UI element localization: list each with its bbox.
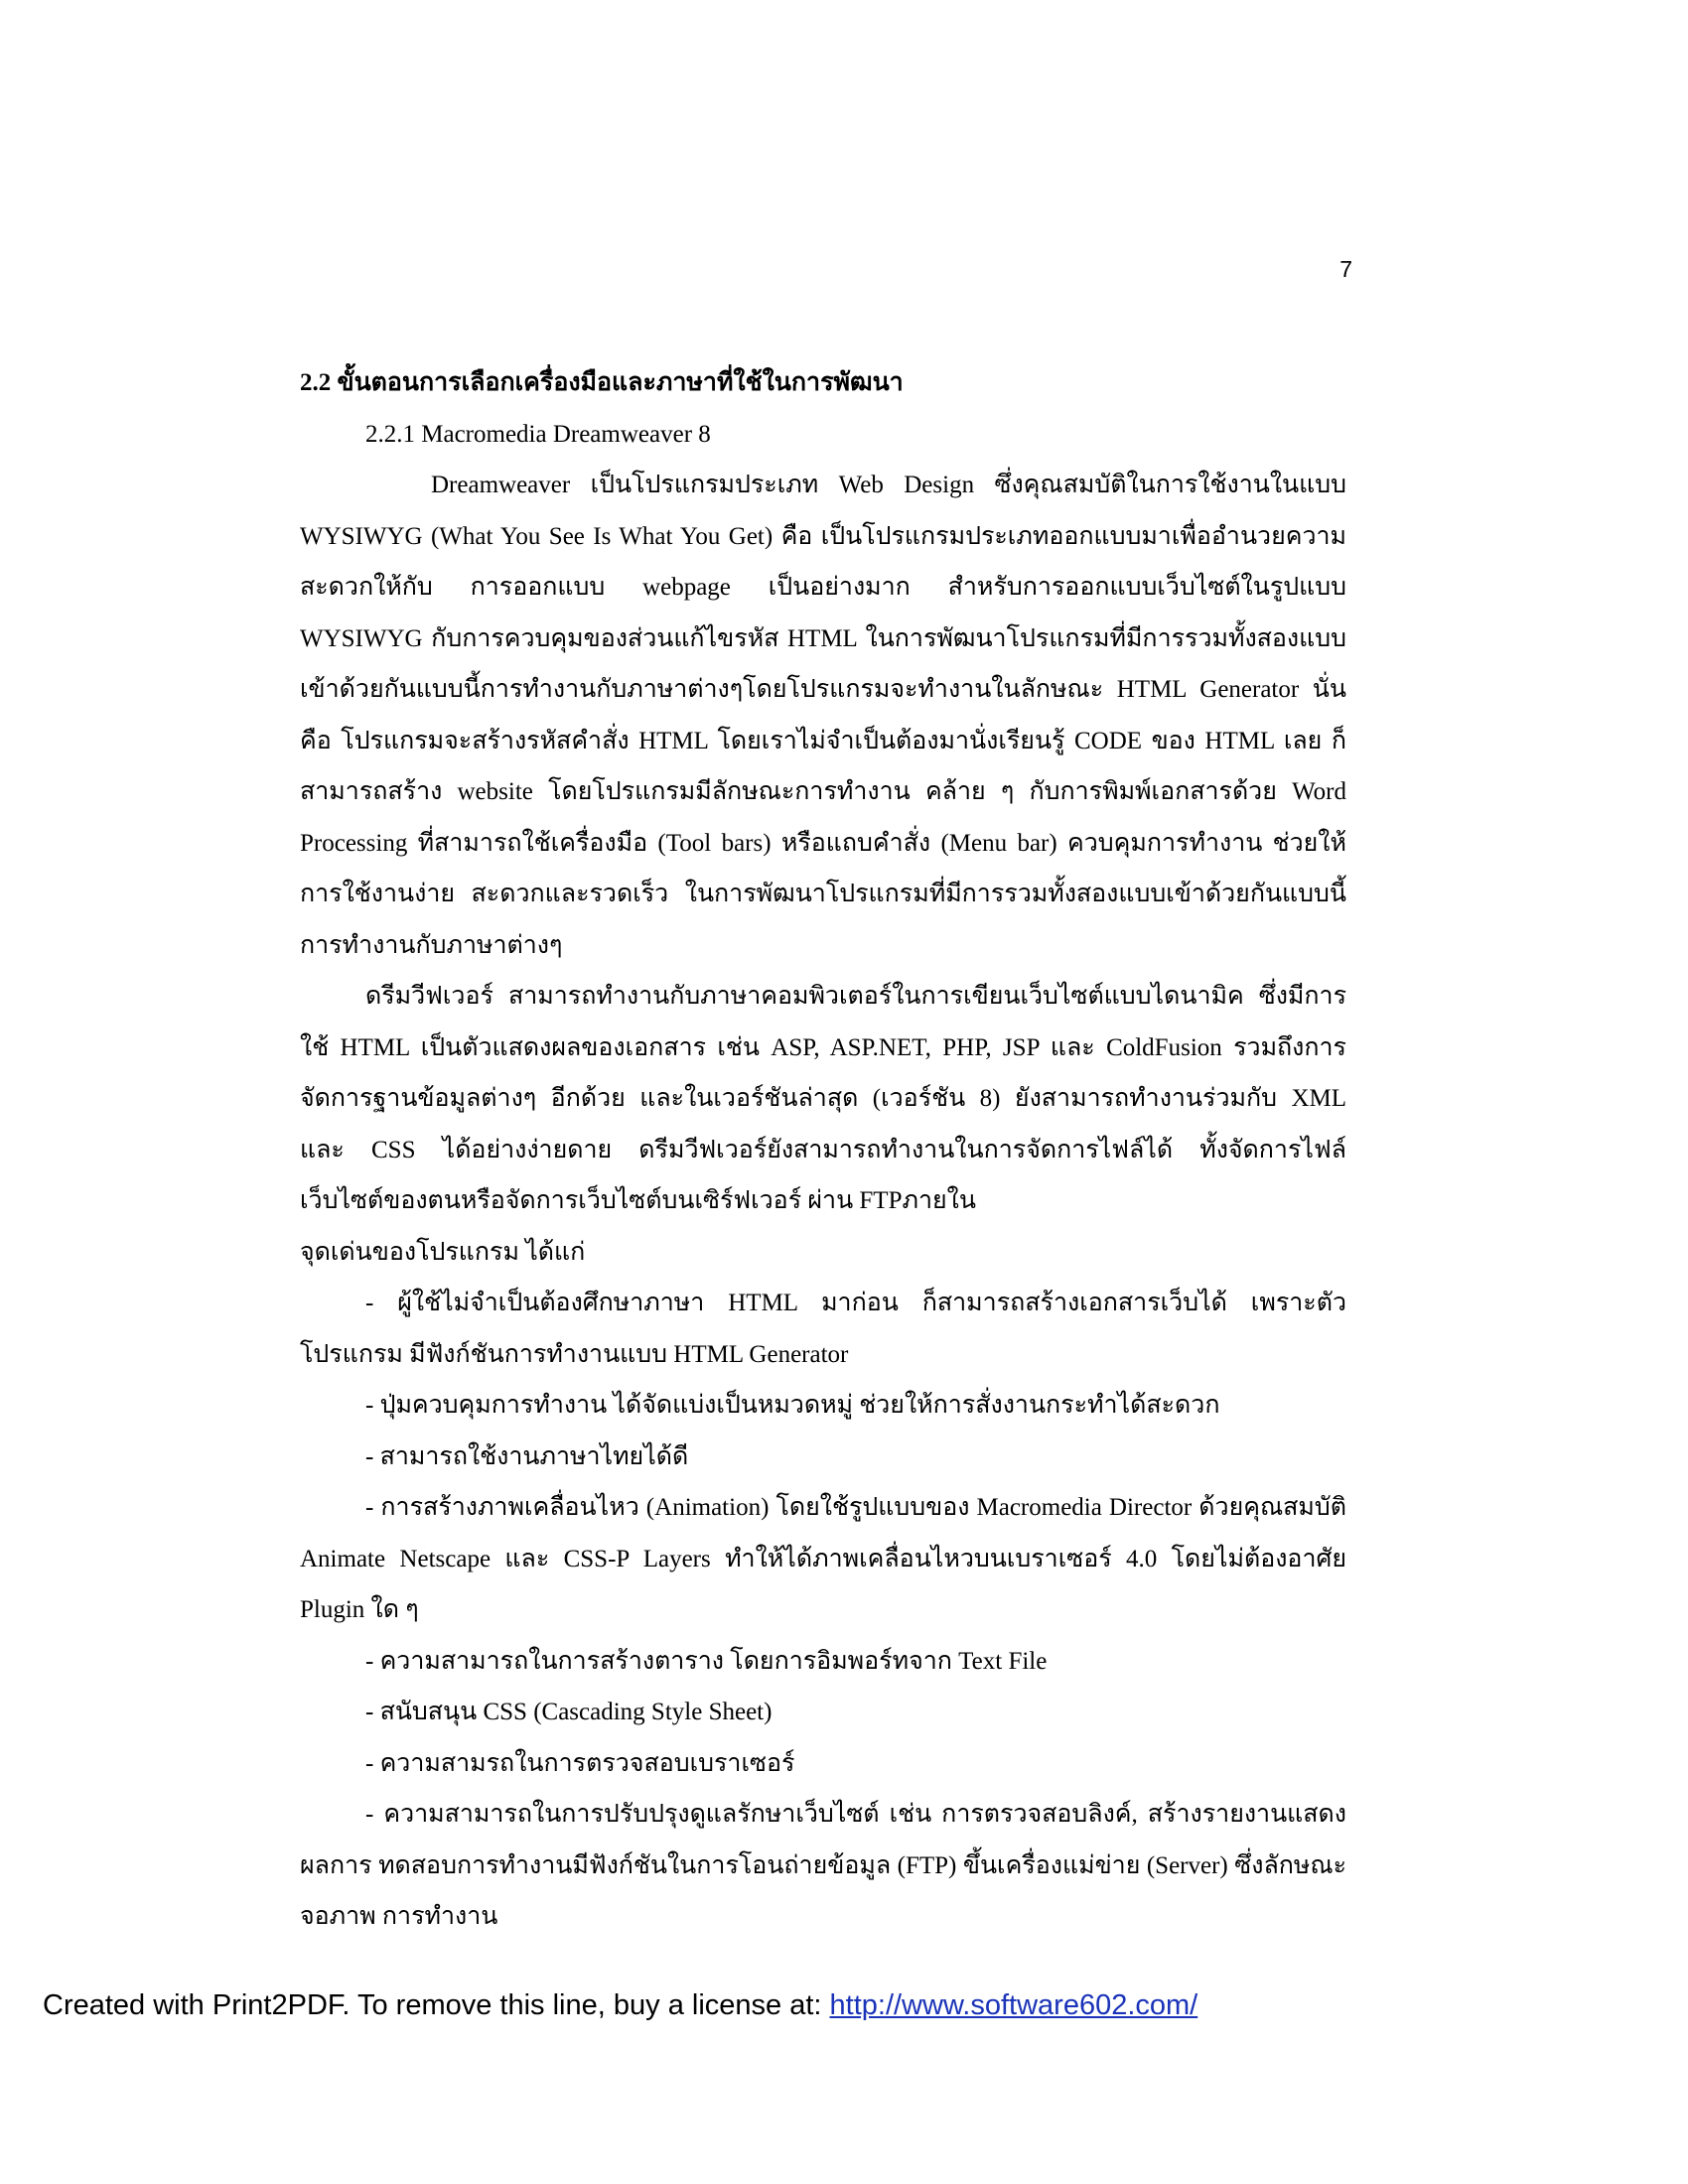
feature-item: - สามารถใช้งานภาษาไทยได้ดี <box>365 1442 689 1470</box>
feature-item: - ปุ่มควบคุมการทำงาน ได้จัดแบ่งเป็นหมวดหมู่ ช่วยให้การสั่งงานกระทำได้สะดวก <box>365 1392 1220 1419</box>
feature-item: - ความสามารถในการปรับปรุงดูแลรักษาเว็บไซต์ เช่น การตรวจสอบลิงค์, สร้างรายงานแสดงผลการ ทดสอบการทำงานมีฟังก์ชันในการโอนถ่ายข้อมูล (FTP) ขึ้นเครื่องแม่ข่าย (Server) ซึ่งลักษณะจอภาพ การทำงาน <box>300 1801 1346 1930</box>
footer-license-link[interactable]: http://www.software602.com/ <box>829 1989 1198 2021</box>
footer-text: Created with Print2PDF. To remove this line, buy a license at: <box>43 1989 830 2021</box>
subsection-heading: 2.2.1 Macromedia Dreamweaver 8 <box>365 420 711 448</box>
features-label: จุดเด่นของโปรแกรม ได้แก่ <box>300 1238 586 1266</box>
page-number: 7 <box>1339 256 1352 282</box>
feature-item: - การสร้างภาพเคลื่อนไหว (Animation) โดยใช้รูปแบบของ Macromedia Director ด้วยคุณสมบัติ Animate Netscape และ CSS-P Layers ทำให้ได้ภาพเคลื่อนไหวบนเบราเซอร์ 4.0 โดยไม่ต้องอาศัย Plugin ใด ๆ <box>300 1494 1346 1623</box>
paragraph-dreamweaver-intro: Dreamweaver เป็นโปรแกรมประเภท Web Design ซึ่งคุณสมบัติในการใช้งานในแบบ WYSIWYG (What You See Is What You Get) คือ เป็นโปรแกรมประเภทออกแบบมาเพื่ออำนวยความสะดวกให้กับ การออกแบบ webpage เป็นอย่างมาก สำหรับการออกแบบเว็บไซต์ในรูปแบบ WYSIWYG กับการควบคุมของส่วนแก้ไขรหัส HTML ในการพัฒนาโปรแกรมที่มีการรวมทั้งสองแบบเข้าด้วยกันแบบนี้การทำงานกับภาษาต่างๆโดยโปรแกรมจะทำงานในลักษณะ HTML Generator นั่นคือ โปรแกรมจะสร้างรหัสคำสั่ง HTML โดยเราไม่จำเป็นต้องมานั่งเรียนรู้ CODE ของ HTML เลย ก็สามารถสร้าง website โดยโปรแกรมมีลักษณะการทำงาน คล้าย ๆ กับการพิมพ์เอกสารด้วย Word Processing ที่สามารถใช้เครื่องมือ (Tool bars) หรือแถบคำสั่ง (Menu bar) ควบคุมการทำงาน ช่วยให้ การใช้งานง่าย สะดวกและรวดเร็ว ในการพัฒนาโปรแกรมที่มีการรวมทั้งสองแบบเข้าด้วยกันแบบนี้การทำงานกับภาษาต่างๆ <box>300 472 1346 959</box>
feature-item: - ผู้ใช้ไม่จำเป็นต้องศึกษาภาษา HTML มาก่อน ก็สามารถสร้างเอกสารเว็บได้ เพราะตัวโปรแกรม มีฟังก์ชันการทำงานแบบ HTML Generator <box>300 1290 1346 1368</box>
feature-item: - สนับสนุน CSS (Cascading Style Sheet) <box>365 1699 773 1725</box>
document-body <box>300 357 1346 1943</box>
section-heading: 2.2 ขั้นตอนการเลือกเครื่องมือและภาษาที่ใช้ในการพัฒนา <box>300 369 904 396</box>
feature-item: - ความสามารถในการสร้างตาราง โดยการอิมพอร์ทจาก Text File <box>365 1647 1048 1675</box>
print2pdf-footer <box>43 1989 1197 2022</box>
paragraph-dreamweaver-languages: ดรีมวีฟเวอร์ สามารถทำงานกับภาษาคอมพิวเตอร์ในการเขียนเว็บไซต์แบบไดนามิค ซึ่งมีการใช้ HTML เป็นตัวแสดงผลของเอกสาร เช่น ASP, ASP.NET, PHP, JSP และ ColdFusion รวมถึงการจัดการฐานข้อมูลต่างๆ อีกด้วย และในเวอร์ชันล่าสุด (เวอร์ชัน 8) ยังสามารถทำงานร่วมกับ XML และ CSS ได้อย่างง่ายดาย ดรีมวีฟเวอร์ยังสามารถทำงานในการจัดการไฟล์ได้ ทั้งจัดการไฟล์เว็บไซต์ของตนหรือจัดการเว็บไซต์บนเซิร์ฟเวอร์ ผ่าน FTPภายใน <box>300 983 1346 1214</box>
feature-item: - ความสามรถในการตรวจสอบเบราเซอร์ <box>365 1749 795 1777</box>
